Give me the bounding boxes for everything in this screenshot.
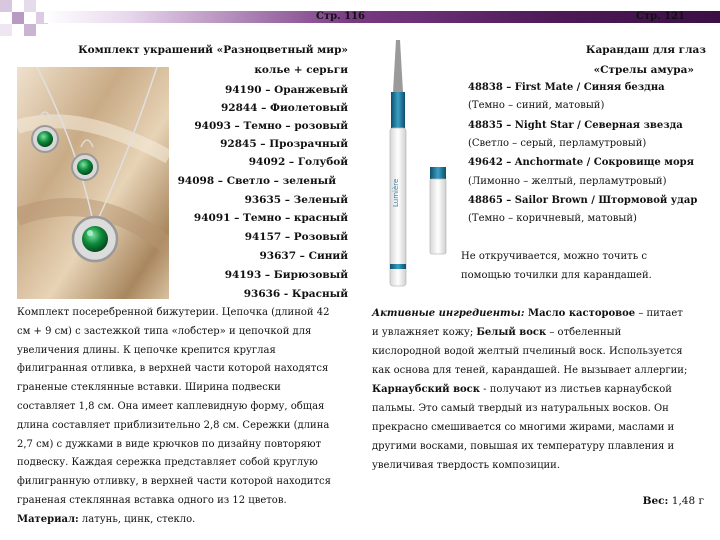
sharpen-note-line1: Не откручивается, можно точить с — [461, 251, 647, 262]
variant-item: 94093 – Темно – розовый — [194, 120, 348, 132]
variant-item: 94157 – Розовый — [244, 231, 348, 243]
pencil-title: Карандаш для глаз — [585, 44, 706, 56]
ingredients-paragraph: Активные ингредиенты: Масло касторовое – питает и увлажняет кожу; Белый воск – отбеленный кислородной водой желтый пчелиный воск. Используется как основа для теней, карандашей. Не вызывает аллергии; Карнаубский воск - получают из листьев карнаубской пальмы. Это самый твердый из натуральных восков. Он прекрасно смешивается со многими жирами, маслами и другими восками, повышая их температуру плавления и увеличивая твердость композиции. — [372, 308, 688, 471]
jewelry-description: Комплект посеребренной бижутерии. Цепочка (длиной 42 см + 9 см) с застежкой типа «лобстер» и цепочкой для увеличения длины. К цепочке крепится круглая филигранная отливка, в верхней части которой находятся граненые стеклянные вставки. Ширина подвески составляет 1,8 см. Она имеет каплевидную форму, общая длина составляет приблизительно 2,8 см. Сережки (длина 2,7 см) с дужками в виде крючков по дизайну повторяют подвеску. Каждая сережка представляет собой круглую филигранную отливку, в верхней части которой находится граненая стеклянная вставка одного из 12 цветов. Материал: латунь, цинк, стекло. — [17, 307, 331, 525]
page-number-right: Стр. 121 — [636, 11, 685, 22]
weight-line: Вес: 1,48 г — [642, 495, 704, 507]
pencil-title-name: «Стрелы амура» — [593, 64, 694, 76]
variant-item: 92844 – Фиолетовый — [220, 102, 348, 114]
variant-item: 93637 – Синий — [259, 250, 348, 262]
jewelry-subtitle: колье + серьги — [254, 64, 348, 76]
pencil-cap — [430, 167, 446, 254]
pencil-body — [390, 40, 406, 286]
page-number-left: Стр. 116 — [316, 11, 365, 22]
pendant — [73, 217, 117, 261]
shade-code: 49642 – Anchormate / Сокровище моря — [468, 157, 695, 168]
variant-item: 94092 – Голубой — [248, 156, 348, 168]
eye-pencil-image — [370, 32, 465, 292]
variant-item: 94190 – Оранжевый — [225, 84, 348, 96]
variant-item: 92845 – Прозрачный — [220, 138, 348, 150]
shade-desc: (Лимонно – желтый, перламутровый) — [468, 176, 667, 187]
variant-item: 93635 – Зеленый — [244, 194, 348, 206]
variant-item: 93636 - Красный — [243, 288, 348, 300]
shade-desc: (Темно – синий, матовый) — [468, 100, 605, 111]
variant-item: 94193 – Бирюзовый — [224, 269, 348, 281]
jewelry-photo — [17, 67, 169, 299]
shade-desc: (Светло – серый, перламутровый) — [468, 138, 647, 149]
jewelry-title: Комплект украшений «Разноцветный мир» — [78, 44, 348, 56]
variant-item: 94091 – Темно – красный — [193, 212, 348, 224]
shade-code: 48865 – Sailor Brown / Штормовой удар — [468, 195, 698, 206]
shade-desc: (Темно – коричневый, матовый) — [468, 213, 637, 224]
pencil-brand-label: Lumière — [392, 178, 400, 207]
shade-code: 48838 – First Mate / Синяя бездна — [468, 82, 665, 93]
sharpen-note-line2: помощью точилки для карандашей. — [461, 270, 652, 281]
variant-item: 94098 – Светло – зеленый — [177, 175, 336, 187]
shade-code: 48835 – Night Star / Северная звезда — [468, 120, 683, 131]
header-bar — [44, 11, 720, 23]
